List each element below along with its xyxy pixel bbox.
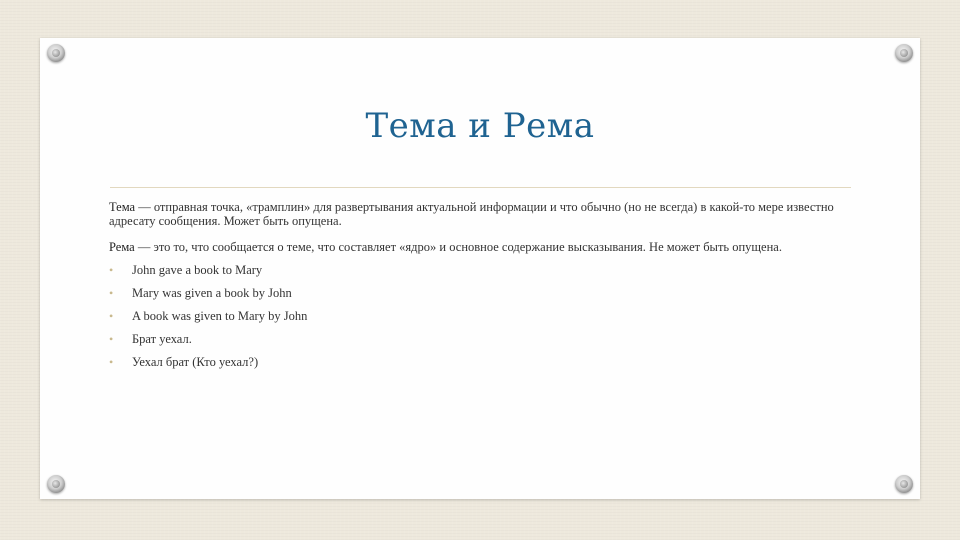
definition-rheme (109, 240, 854, 254)
example-text: Mary was given a book by John (132, 286, 292, 300)
pushpin-icon (47, 44, 65, 62)
example-text: Уехал брат (Кто уехал?) (132, 355, 259, 369)
bullet-icon: • (109, 309, 114, 323)
definition-theme (109, 200, 854, 228)
term-label: Тема (109, 200, 136, 214)
pushpin-icon (47, 475, 65, 493)
term-label: Рема (109, 240, 135, 254)
title-divider (110, 187, 851, 188)
example-text: Брат уехал. (132, 332, 192, 346)
bullet-icon: • (109, 263, 114, 277)
pushpin-icon (895, 44, 913, 62)
bullet-icon: • (109, 332, 114, 346)
bullet-icon: • (109, 355, 114, 369)
pushpin-icon (895, 475, 913, 493)
example-text: A book was given to Mary by John (132, 309, 308, 323)
definition-text: — это то, что сообщается о теме, что составляет «ядро» и основное содержание высказывания. Не может быть опущена. (134, 240, 782, 254)
example-text: John gave a book to Mary (132, 263, 263, 277)
slide-title: Тема и Рема (365, 106, 595, 146)
bullet-icon: • (109, 286, 114, 300)
definition-text: — отправная точка, «трамплин» для развертывания актуальной информации и что обычно (но не всегда) в какой-то мере известно адресату сообщения. Может быть опущена. (109, 200, 834, 228)
